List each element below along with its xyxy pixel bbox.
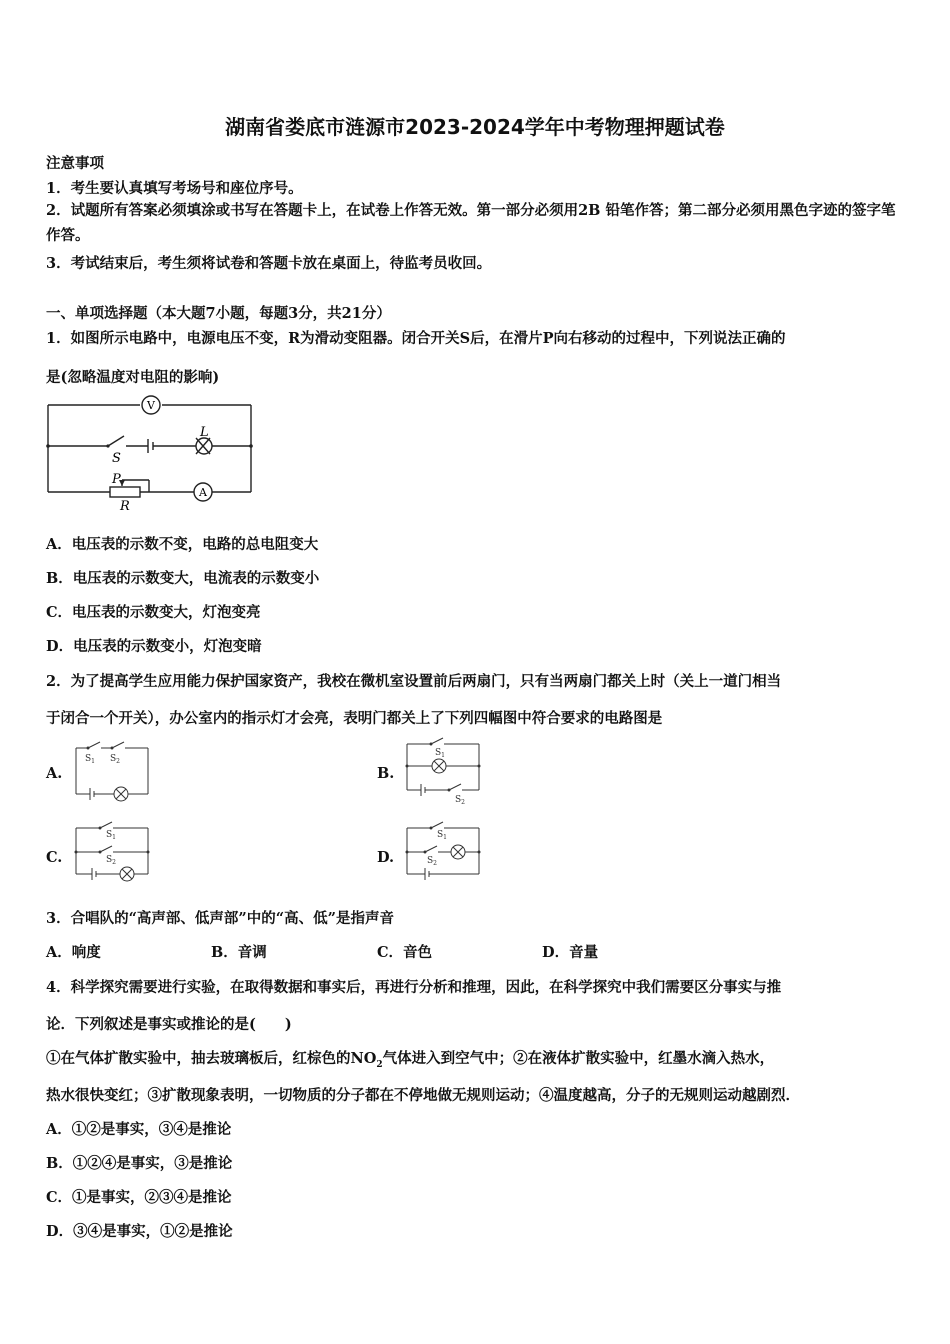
s1-label: S [435, 748, 442, 758]
note-item: 1．考生要认真填写考场号和座位序号。 [46, 180, 303, 197]
s1-label: S [437, 830, 444, 840]
s2-label: S [106, 855, 113, 865]
note-item: 2．试题所有答案必须填涂或书写在答题卡上，在试卷上作答无效。第一部分必须用2B 铅笔作答；第二部分必须用黑色字迹的签字笔作答。 [46, 202, 896, 244]
q4-statement-part: 气体进入到空气中；②在液体扩散实验中，红墨水滴入热水， [382, 1050, 775, 1067]
q4-option-c: C．①是事实，②③④是推论 [46, 1189, 232, 1206]
q4-stem-cont: 论．下列叙述是事实或推论的是( ) [46, 1016, 292, 1033]
s2-subscript: 2 [112, 859, 116, 866]
q2-stem-cont: 于闭合一个开关），办公室内的指示灯才会亮，表明门都关上了下列四幅图中符合要求的电路图是 [46, 710, 663, 727]
q1-option-a: A．电压表的示数不变，电路的总电阻变大 [46, 536, 319, 553]
svg-text:S2 [110, 754, 120, 765]
rheostat-label: R [120, 499, 130, 514]
q2-option-d-label: D. [377, 849, 395, 866]
q3-option-c: C．音色 [377, 944, 433, 961]
svg-text:S1 [106, 830, 116, 841]
q2-stem: 2．为了提高学生应用能力保护国家资产，我校在微机室设置前后两扇门，只有当两扇门都关上时（关上一道门相当 [46, 673, 782, 690]
notes-heading: 注意事项 [46, 155, 104, 172]
q2-option-a-label: A. [46, 765, 63, 782]
s1-subscript: 1 [91, 758, 95, 765]
q3-option-d: D．音量 [542, 944, 599, 961]
q1-stem-cont: 是(忽略温度对电阻的影响) [46, 369, 220, 386]
svg-text:S2 [455, 795, 465, 806]
q3-option-a: A．响度 [46, 944, 101, 961]
q2-circuit-b [403, 736, 485, 808]
q1-option-c: C．电压表的示数变大，灯泡变亮 [46, 604, 261, 621]
no2-subscript: 2 [376, 1059, 383, 1070]
page-title: 湖南省娄底市涟源市2023-2024学年中考物理押题试卷 [225, 115, 725, 139]
s1-subscript: 1 [112, 834, 116, 841]
svg-text:S1 [85, 754, 95, 765]
lamp-label: L [200, 425, 209, 440]
q3-option-b: B．音调 [211, 944, 267, 961]
q3-stem: 3．合唱队的“高声部、低声部”中的“高、低”是指声音 [46, 910, 394, 927]
switch-label: S [112, 451, 121, 466]
s1-subscript: 1 [441, 752, 445, 759]
q4-statements-cont: 热水很快变红；③扩散现象表明，一切物质的分子都在不停地做无规则运动；④温度越高，分子的无规则运动越剧烈． [46, 1087, 800, 1104]
svg-text:S2 [427, 856, 437, 867]
q2-circuit-a [72, 740, 154, 804]
q2-option-b-label: B. [377, 765, 395, 782]
q1-circuit-diagram [40, 394, 260, 516]
s1-label: S [106, 830, 113, 840]
q4-option-b: B．①②④是事实，③是推论 [46, 1155, 233, 1172]
q4-stem: 4．科学探究需要进行实验，在取得数据和事实后，再进行分析和推理，因此，在科学探究中我们需要区分事实与推 [46, 979, 782, 996]
svg-text:S1 [435, 748, 445, 759]
voltmeter-label: V [147, 399, 155, 412]
s2-label: S [110, 754, 117, 764]
s2-subscript: 2 [116, 758, 120, 765]
s2-subscript: 2 [461, 799, 465, 806]
q4-option-a: A．①②是事实，③④是推论 [46, 1121, 232, 1138]
q2-circuit-c [72, 820, 154, 886]
note-item: 3．考试结束后，考生须将试卷和答题卡放在桌面上，待监考员收回。 [46, 255, 492, 272]
q1-stem: 1．如图所示电路中，电源电压不变，R为滑动变阻器。闭合开关S后，在滑片P向右移动的过程中，下列说法正确的 [46, 330, 786, 347]
section-heading: 一、单项选择题（本大题7小题，每题3分，共21分） [46, 305, 391, 322]
q4-statements [46, 1047, 774, 1070]
q1-option-b: B．电压表的示数变大，电流表的示数变小 [46, 570, 320, 587]
slider-label: P [112, 472, 121, 487]
s1-subscript: 1 [443, 834, 447, 841]
svg-text:S1 [437, 830, 447, 841]
s2-label: S [455, 795, 462, 805]
q2-circuit-d [403, 820, 485, 886]
q2-option-c-label: C. [46, 849, 63, 866]
q4-statement-part: ①在气体扩散实验中，抽去玻璃板后，红棕色的NO [46, 1050, 377, 1067]
s2-subscript: 2 [433, 860, 437, 867]
ammeter-label: A [199, 486, 207, 499]
q1-option-d: D．电压表的示数变小，灯泡变暗 [46, 638, 262, 655]
q4-option-d: D．③④是事实，①②是推论 [46, 1223, 233, 1240]
s1-label: S [85, 754, 92, 764]
svg-text:S2 [106, 855, 116, 866]
s2-label: S [427, 856, 434, 866]
